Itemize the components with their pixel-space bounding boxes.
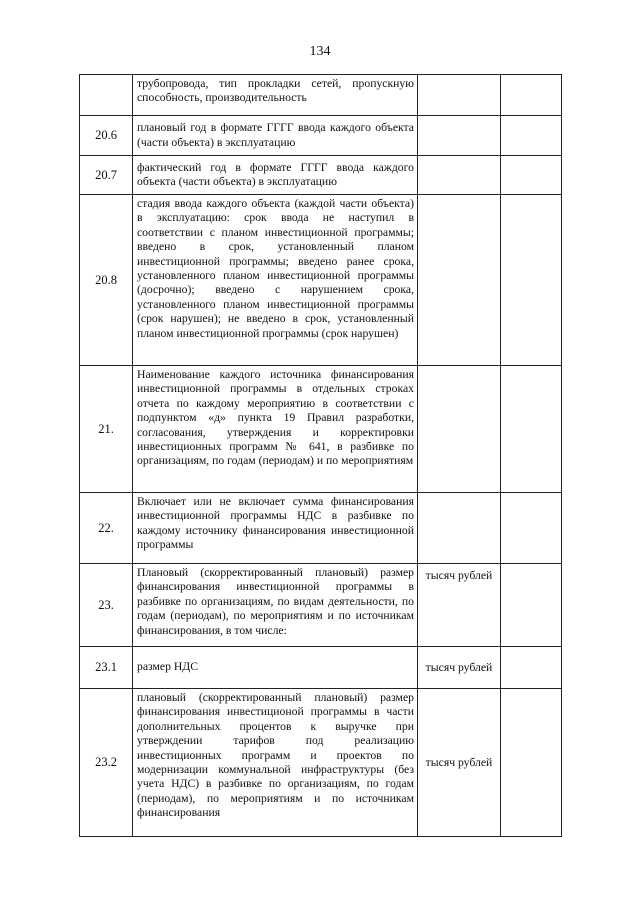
row-description: Включает или не включает сумма финансирования инвестиционной программы НДС в разбивке по каждому источнику финансирования инвестиционной программы	[133, 493, 418, 564]
page-number: 134	[309, 44, 331, 59]
table-row	[80, 156, 562, 195]
row-unit	[418, 366, 501, 493]
row-value	[501, 647, 562, 689]
table-row	[80, 195, 562, 366]
table-row	[80, 647, 562, 689]
row-description: стадия ввода каждого объекта (каждой части объекта) в эксплуатацию: срок ввода не наступил в соответствии с планом инвестиционной программы; введено в срок, установленный планом инвестиционной программы; введено ранее срока, установленного планом инвестиционной программы (досрочно); введено с нарушением срока, установленного планом инвестиционной программы (срок нарушен); не введено в срок, установленный планом инвестиционной программы (срок нарушен)	[133, 195, 418, 366]
row-value	[501, 366, 562, 493]
row-description: Плановый (скорректированный плановый) размер финансирования инвестиционной программы в разбивке по организациям, по видам деятельности, по годам (периодам), по мероприятиям и по источникам финансирования, в том числе:	[133, 564, 418, 647]
row-unit	[418, 75, 501, 116]
table-row	[80, 493, 562, 564]
row-description: плановый год в формате ГГГГ ввода каждого объекта (части объекта) в эксплуатацию	[133, 116, 418, 156]
row-number: 23.1	[80, 647, 133, 689]
row-number: 20.6	[80, 116, 133, 156]
row-value	[501, 75, 562, 116]
row-description: размер НДС	[133, 647, 418, 689]
row-unit: тысяч рублей	[418, 689, 501, 837]
row-number: 20.8	[80, 195, 133, 366]
row-number: 23.2	[80, 689, 133, 837]
table-row	[80, 116, 562, 156]
row-value	[501, 195, 562, 366]
row-value	[501, 156, 562, 195]
row-number	[80, 75, 133, 116]
row-number: 21.	[80, 366, 133, 493]
table-row	[80, 366, 562, 493]
row-number: 22.	[80, 493, 133, 564]
table-row	[80, 564, 562, 647]
table-row	[80, 75, 562, 116]
row-number: 20.7	[80, 156, 133, 195]
row-description: плановый (скорректированный плановый) размер финансирования инвестиционой программы в части дополнительных процентов к выручке при утверждении тарифов под реализацию инвестиционных программ и проектов по модернизации коммунальной инфраструктуры (без учета НДС) в разбивке по организациям, по годам (периодам), по мероприятиям и по источникам финансирования	[133, 689, 418, 837]
row-unit	[418, 195, 501, 366]
row-description: Наименование каждого источника финансирования инвестиционной программы в отдельных строках отчета по каждому мероприятию в соответствии с подпунктом «д» пункта 19 Правил разработки, согласования, утверждения и корректировки инвестиционных программ № 641, в разбивке по организациям, по годам (периодам) и по мероприятиям	[133, 366, 418, 493]
row-unit: тысяч рублей	[418, 647, 501, 689]
row-unit	[418, 156, 501, 195]
row-number: 23.	[80, 564, 133, 647]
row-description: фактический год в формате ГГГГ ввода каждого объекта (части объекта) в эксплуатацию	[133, 156, 418, 195]
row-value	[501, 116, 562, 156]
requirements-table	[79, 74, 562, 837]
row-description: трубопровода, тип прокладки сетей, пропускную способность, производительность	[133, 75, 418, 116]
row-unit: тысяч рублей	[418, 564, 501, 647]
row-unit	[418, 493, 501, 564]
table-row	[80, 689, 562, 837]
row-value	[501, 689, 562, 837]
row-value	[501, 493, 562, 564]
row-unit	[418, 116, 501, 156]
row-value	[501, 564, 562, 647]
